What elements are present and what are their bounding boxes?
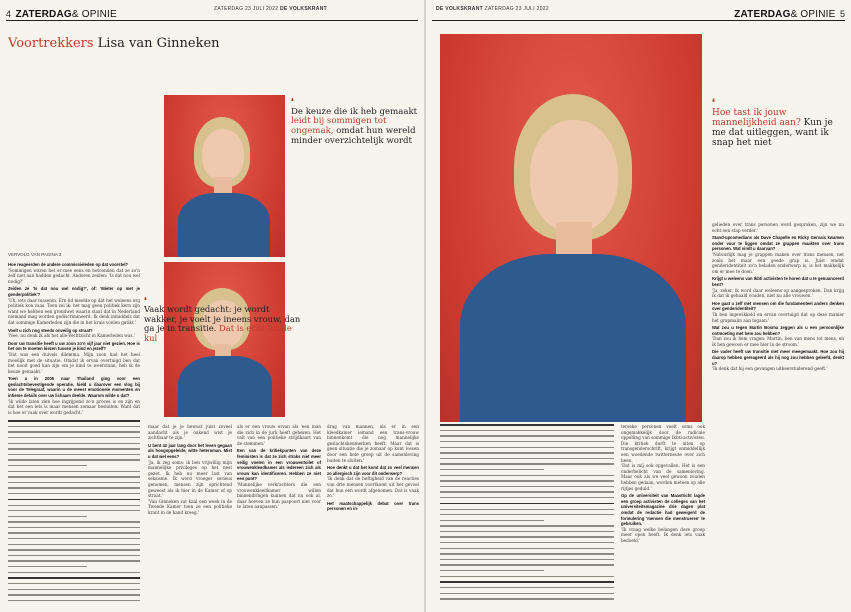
interview-answer: maar dat je je bewust juist zoveel aandacht als je onkend wist je zichtbaar te zijn.' bbox=[148, 424, 232, 441]
quote-top-accent: leidt bij sommigen tot ongemak, bbox=[291, 116, 387, 136]
interview-answer: 'Uh, iets daar tussenin. Ern lid meelde op dat het weleens erg politiek kon vaas. Toen zei ik: het mag geen politiek kern zijn want we hebben een grondwet waarin staat dat in Nederland niemand mag worden gediscrimineerd. Ik denk inmiddels dat dat sommige Kamerleden zijn die in het kruis voelen getikt.' bbox=[8, 297, 140, 325]
interview-question: Voelt u zich nog steeds onveilig op straat? bbox=[8, 327, 93, 333]
interview-question: Toen u in 2005 naar Thailand ging voor een geslachtsbevestigende operatie, hield u daarover een vlog bij voor de Telegraaf, waarin u de meest emotionele momenten en intieme details over uw lichaam deelde. Waarom wilde u dat? bbox=[8, 376, 140, 399]
interview-answer: 'Ik denk dat hij een gevangen uitkeerstuderend geeft.' bbox=[712, 366, 828, 372]
interview-answer: 'Nee, nu denk ik als het alle-Vechtzicht in Kamerleden was.' bbox=[8, 333, 135, 339]
interview-answer: 'Dan zou ik hem vragen: Martin, ben van mens tot mens, en ik ben gewoon er mee hier in de stroom.' bbox=[712, 336, 844, 347]
article-column-right-filler bbox=[440, 424, 614, 606]
quote-top-tail: omdat hun wereld minder overzichtelijk wordt bbox=[291, 125, 416, 146]
date-line-right: DE VOLKSKRANT ZATERDAG 23 JULI 2022 bbox=[436, 6, 549, 12]
interview-answer: 'Ik wilde laten zien hoe ingrijpend zo'n proces is en zijn en dat het een lets is maar mensen zomaar besluiten. Want dat is hoe er vaak over wordt gedacht.' bbox=[8, 398, 140, 415]
article-column-right-1 bbox=[621, 424, 705, 606]
date-line: ZATERDAG 23 JULI 2022 DE VOLKSKRANT bbox=[214, 6, 327, 12]
interview-answer: 'Ik vraag welke belangen deze groep meer open heeft. Ik denk iets vaak bedoeld.' bbox=[621, 526, 705, 543]
quote-mid-accent: Dat is echt totale kul bbox=[144, 323, 292, 343]
pull-quote-top: ❛ De keuze die ik heb gemaakt leidt bij sommigen tot ongemak, omdat hun wereld minder overzichtelijk wordt bbox=[291, 97, 418, 146]
article-column-4 bbox=[327, 424, 419, 606]
kicker bbox=[8, 36, 220, 51]
page-number: 4 bbox=[6, 9, 12, 19]
interview-question: Een van de kritiekpunten van deze feministen is dat ze zich straks niet meer veilig voelen in een vrouwentoilet of vrouwenkleedkamer als iedereen zich als vrouw kan identificeren. Hebben ze niet een punt? bbox=[237, 448, 321, 482]
interview-question: U bent 42 jaar lang door het leven gegaan als hoogopgeleide, witte heteroman. Mist u dat wel eens? bbox=[148, 442, 232, 459]
interview-answer: 'Sommigen waren het er mee eens en betoonden dat ze zo'n zelf niet aan hadden gedacht. Anderen zeiden: 'Is dat nou wel nodig?' bbox=[8, 267, 140, 284]
kicker-label: Voortrekkers bbox=[8, 36, 94, 51]
quote-right-accent: Hoe tast ik jouw mannelijkheid aan? bbox=[712, 108, 801, 129]
interview-question: Zeiden ze 'Is dat nou wel nodig?', of: 'Mieter op met je genderpolitiek'? bbox=[8, 286, 140, 297]
left-page bbox=[0, 0, 424, 612]
section-title: ZATERDAG& OPINIE bbox=[15, 9, 117, 20]
page-number-right: 5 bbox=[839, 9, 845, 19]
section-title-right: ZATERDAG& OPINIE bbox=[734, 9, 836, 20]
pull-quote-right: ❛ Hoe tast ik jouw mannelijkheid aan? Kun je me dat uitleggen, want ik snap het niet bbox=[712, 98, 833, 149]
interview-answer: gelieden over trans personen werd gesproken, zijn we nu echt een stap verder.' bbox=[712, 222, 844, 233]
running-header-right bbox=[734, 4, 845, 18]
right-page bbox=[426, 0, 851, 612]
quote-top-lead: De keuze die ik heb gemaakt bbox=[291, 106, 418, 117]
header-rule bbox=[6, 20, 418, 21]
interview-question: Die vader heeft uw transitie niet meer meegemaakt. Hoe zou hij daarop hebben gereageerd als hij nog zou hebben geleefd, denkt u? bbox=[712, 349, 844, 366]
interview-answer: als er een vrouw ervan als 'een man die zich in de jurk heeft gehezen. Het valt van een politieke strijdkaart van de stemmen.' bbox=[237, 424, 321, 446]
interview-answer: 'Ik denk dat de heftigheid van de reacties van drie mensen voortkomt uit het gevoel dat hun een wordt afgenomen. Dat is vaak zo.' bbox=[327, 476, 419, 499]
interview-answer: 'Natuurlijk mag je grappen maken over trans mensen, net zoals het maar een goede grap is. Juist omdat genderidentiteit zo'n beladen onderwerp is, is het makkelijk om er mee te doen.' bbox=[712, 251, 844, 274]
interview-question: Door uw transitie heeft u uw zoon zo'n vijf jaar niet gezien. Hoe is het om te moeten kiezen tussen je kind en jezelf? bbox=[8, 340, 140, 352]
interview-question: Stand-upcomedians als Dave Chapelle en Ricky Gervais kwamen onder vuur te liggen omdat ze grappen maakten over trans personen. Wat vindt u daarvan? bbox=[712, 235, 844, 252]
article-column-3 bbox=[237, 424, 321, 606]
quote-mid-lead: Vaak wordt gedacht: je wordt wakker, je voelt je ineens vrouw, dan ga je in transitie. bbox=[144, 304, 301, 334]
interview-answer: 'Mannelijke verkrachters die een vrouwenkleedkamer willen binnendringen kunnen dat nu ook al, daar hoeven ze hun paspoort niet voor te laten aanpassen.' bbox=[237, 481, 321, 510]
portrait-photo-1 bbox=[164, 95, 285, 257]
interview-answer: 'Ja, zeker, ik word daar weleens op aangesproken. Dan krijg ik dat ik gebaald vouden, niet nu alle vrouwen.' bbox=[712, 287, 844, 299]
quote-right-tail: Kun je me dat uitleggen, want ik snap het niet bbox=[712, 118, 833, 149]
pull-quote-mid: ❛ Vaak wordt gedacht: je wordt wakker, je voelt je ineens vrouw, dan ga je in transitie. Dat is echt totale kul bbox=[144, 295, 301, 343]
interview-question: Hoe denkt u dat het komt dat zo veel mensen zo allergisch zijn voor dit onderwerp? bbox=[327, 465, 419, 476]
portrait-photo-large bbox=[440, 34, 702, 422]
interview-answer: 'Dat was een duivels dilemma. Mijn zoon had het heel moeilijk met de situatie. Omdat ik ervan overtuigd ben dat het nooit goed kan zijn om je kind te weerstaan, heb ik de keuze gemaakt.' bbox=[8, 351, 140, 374]
interview-question: Krijgt u weleens van Ikbti activisten te horen dat u te genuanceerd bent? bbox=[712, 276, 844, 287]
interview-question: Op de universiteit van Maastricht lagde een groep activisten de colleges van het universiteitsmagazine drie dagen plat omdat de redactie had geweigerd de formulering 'mensen die menstrueren' te gebruiken. bbox=[621, 493, 705, 527]
interview-answer: 'Ja, ik zeg soms: ik ben vrijwillig mijn mannelijke privileges op het nest gezet. Ik heb nu meer last van seksisme. Ik word vroeger serieus genomen, mensen zijn oprichtend geweest als ik hier in de Kamer of op straat.' bbox=[148, 459, 232, 499]
interview-answer: 'Dat is mij ook opgevallen. Het is een onderbelicht van de samenleving. Maar ook als we veel gewoon zouden hebben gedaan, worden meteen op alle rijtjes geduld.' bbox=[621, 463, 705, 491]
running-header-left bbox=[6, 4, 117, 18]
interview-answer: 'Ik ben ingewikkeld en ervan overtuigd dat op deze manier het grapmalin aan tegaan.' bbox=[712, 311, 844, 323]
continued-label: VERVOLG VAN PAGINA 3 bbox=[8, 252, 62, 257]
header-rule-right bbox=[432, 20, 845, 21]
interview-question: Hoe gaat u zelf met mensen om die fundamenteel anders denken over genderidentiteit? bbox=[712, 300, 844, 312]
interview-answer: 'Van Ginneken zat kaal een week in de Tweede Kamer toen ze een politieke krant in de hand kreeg.' bbox=[148, 498, 232, 515]
interview-question: Het maatschappelijk debat over trans personen en in- bbox=[327, 500, 419, 512]
article-column-right-2 bbox=[712, 222, 844, 606]
interview-question: Hoe reageerden de andere commissieleden op dat voorstel? bbox=[8, 262, 129, 267]
interview-question: Wat zou u tegen Martin Bosma zeggen als u een persoonlijke ontmoeting met hem zou hebben? bbox=[712, 325, 844, 336]
interview-answer: drag van mannen, als er in een kleedkamer iemand een trans-vrouw binnenkomt die nog mannelijke geslachtskenmerken heeft. Maar dat is geen situatie die je zomaar op kunt lossen door een hele groep uit de samenleving buiten te sluiten.' bbox=[327, 424, 419, 463]
interview-answer: terseke personen voelt soms ook ongemakkelijk door de radicale oppelling van sommige Ikbti-activisten. Die kritiek durft te uiten op transgenderschrift, krijgt onmiddellijk een woedende twitterneute over zich heen. bbox=[621, 424, 705, 463]
person-name: Lisa van Ginneken bbox=[97, 36, 220, 51]
article-column-1-filler bbox=[8, 420, 140, 606]
article-column-2 bbox=[148, 424, 232, 606]
